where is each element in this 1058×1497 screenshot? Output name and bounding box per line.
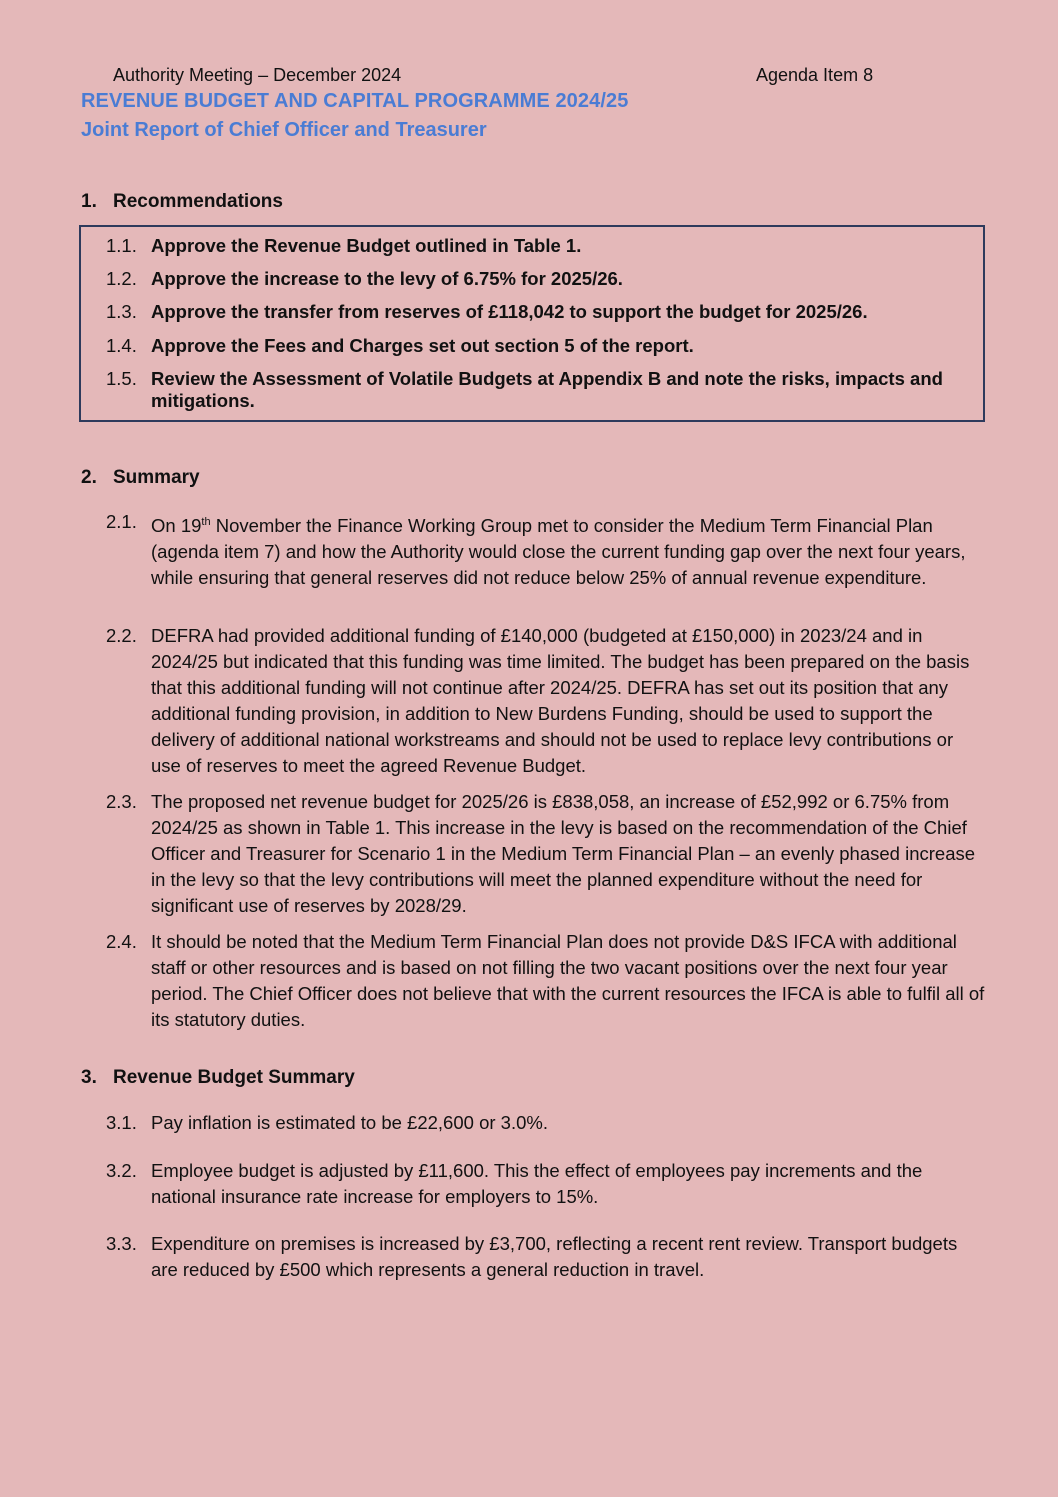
section-number: 3.: [81, 1067, 97, 1088]
item-number: 1.2.: [106, 268, 137, 289]
item-text: Approve the Fees and Charges set out section 5 of the report.: [151, 335, 694, 356]
section-title: Recommendations: [113, 191, 283, 212]
recommendation-item: [106, 301, 986, 323]
item-text-start: On 19: [151, 515, 202, 537]
item-number: 3.1.: [106, 1112, 137, 1133]
item-number: 2.4.: [106, 931, 137, 952]
item-text: Pay inflation is estimated to be £22,600 or 3.0%.: [151, 1112, 548, 1133]
item-text: The proposed net revenue budget for 2025/26 is £838,058, an increase of £52,992 or 6.75% from 2024/25 as shown in Table 1. This increase in the levy is based on the recommendation of the Chief Officer and Treasurer for Scenario 1 in the Medium Term Financial Plan – an evenly phased increase in the levy so that the levy contributions will meet the planned expenditure without the need for significant use of reserves by 2028/29.: [151, 791, 976, 916]
report-title: REVENUE BUDGET AND CAPITAL PROGRAMME 2024/25: [81, 90, 629, 112]
section-number: 2.: [81, 467, 97, 488]
item-text: It should be noted that the Medium Term Financial Plan does not provide D&S IFCA with additional staff or other resources and is based on not filling the two vacant positions over the next four year period. The Chief Officer does not believe that with the current resources the IFCA is able to fulfil all of its statutory duties.: [151, 931, 985, 1030]
item-number: 2.1.: [106, 511, 137, 532]
recommendation-item: [106, 335, 986, 357]
item-number: 2.3.: [106, 791, 137, 812]
section-heading-revenue-budget-summary: [81, 1066, 355, 1090]
summary-item: [106, 929, 986, 1033]
recommendation-item: [106, 235, 986, 257]
item-text: Employee budget is adjusted by £11,600. This the effect of employees pay increments and the national insurance rate increase for employers to 15%.: [151, 1160, 923, 1207]
meeting-header: Authority Meeting – December 2024: [113, 65, 402, 85]
item-text-rest: November the Finance Working Group met to consider the Medium Term Financial Plan (agenda item 7) and how the Authority would close the current funding gap over the next four years, while ensuring that general reserves did not reduce below 25% of annual revenue expenditure.: [151, 515, 966, 589]
item-text: DEFRA had provided additional funding of £140,000 (budgeted at £150,000) in 2023/24 and in 2024/25 but indicated that this funding was time limited. The budget has been prepared on the basis that this additional funding will not continue after 2024/25. DEFRA has set out its position that any additional funding provision, in addition to New Burdens Funding, should be used to support the delivery of additional national workstreams and should not be used to replace levy contributions or use of reserves to meet the agreed Revenue Budget.: [151, 625, 970, 776]
item-number: 1.5.: [106, 368, 137, 389]
section-heading-summary: [81, 466, 200, 490]
section-title: Summary: [113, 467, 200, 488]
item-number: 1.1.: [106, 235, 137, 256]
summary-item: [106, 509, 986, 591]
budget-item: [106, 1158, 986, 1210]
item-number: 1.4.: [106, 335, 137, 356]
section-title: Revenue Budget Summary: [113, 1067, 355, 1088]
budget-item: [106, 1110, 986, 1136]
summary-item: [106, 623, 986, 779]
item-text: [151, 509, 986, 591]
item-number: 3.3.: [106, 1233, 137, 1254]
recommendation-item: [106, 268, 986, 290]
report-subtitle: Joint Report of Chief Officer and Treasurer: [81, 119, 487, 141]
section-heading-recommendations: [81, 190, 283, 214]
item-text: Approve the Revenue Budget outlined in Table 1.: [151, 235, 582, 256]
item-number: 1.3.: [106, 301, 137, 322]
agenda-item-label: Agenda Item 8: [756, 65, 874, 85]
section-number: 1.: [81, 191, 97, 212]
item-text: Approve the transfer from reserves of £118,042 to support the budget for 2025/26.: [151, 301, 868, 322]
item-number: 2.2.: [106, 625, 137, 646]
item-text: Expenditure on premises is increased by £3,700, reflecting a recent rent review. Transport budgets are reduced by £500 which represents a general reduction in travel.: [151, 1233, 958, 1280]
superscript-ordinal: th: [201, 516, 211, 528]
budget-item: [106, 1231, 986, 1283]
summary-item: [106, 789, 986, 919]
item-number: 3.2.: [106, 1160, 137, 1181]
item-text: Approve the increase to the levy of 6.75% for 2025/26.: [151, 268, 623, 289]
recommendation-item: [106, 368, 956, 412]
item-text: Review the Assessment of Volatile Budgets at Appendix B and note the risks, impacts and mitigations.: [151, 368, 943, 411]
